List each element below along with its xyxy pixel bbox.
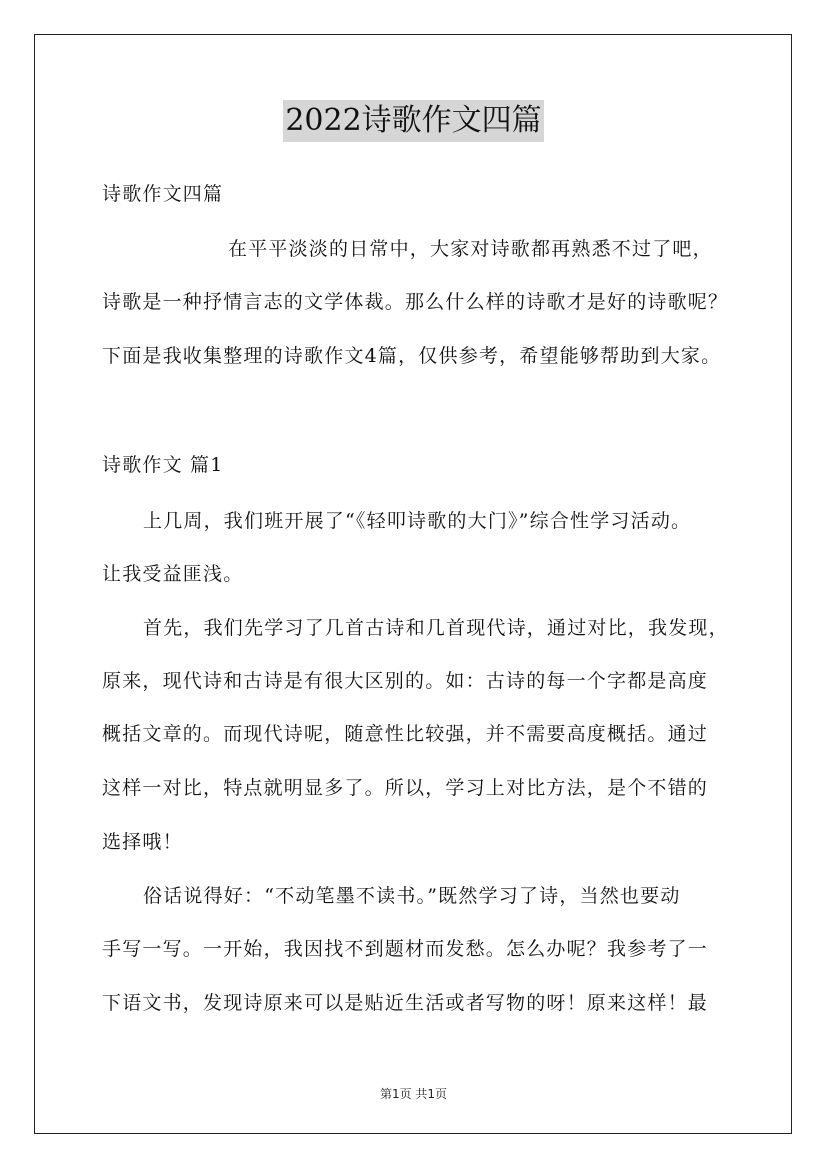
document-title: 2022诗歌作文四篇 bbox=[283, 100, 543, 142]
paragraph-line: 上几周，我们班开展了“《轻叩诗歌的大门》”综合性学习活动。 bbox=[143, 510, 692, 532]
paragraph-line: 这样一对比，特点就明显多了。所以，学习上对比方法，是个不错的 bbox=[102, 777, 709, 799]
paragraph-line: 下语文书，发现诗原来可以是贴近生活或者写物的呀！原来这样！最 bbox=[102, 992, 709, 1014]
paragraph-line: 俗话说得好：“不动笔墨不读书。”既然学习了诗，当然也要动 bbox=[143, 885, 681, 907]
section-heading: 诗歌作文 篇1 bbox=[102, 454, 224, 476]
paragraph-line: 首先，我们先学习了几首古诗和几首现代诗，通过对比，我发现， bbox=[143, 617, 729, 639]
subtitle-line: 诗歌作文四篇 bbox=[102, 183, 224, 205]
page-footer: 第1页 共1页 bbox=[379, 1087, 448, 1101]
paragraph-line: 诗歌是一种抒情言志的文学体裁。那么什么样的诗歌才是好的诗歌呢？ bbox=[102, 291, 729, 313]
paragraph-line: 概括文章的。而现代诗呢，随意性比较强，并不需要高度概括。通过 bbox=[102, 723, 709, 745]
paragraph-line: 下面是我收集整理的诗歌作文4篇，仅供参考，希望能够帮助到大家。 bbox=[102, 345, 722, 367]
paragraph-line: 让我受益匪浅。 bbox=[102, 563, 244, 585]
paragraph-line: 原来，现代诗和古诗是有很大区别的。如：古诗的每一个字都是高度 bbox=[102, 670, 709, 692]
paragraph-line: 选择哦！ bbox=[102, 831, 183, 853]
paragraph-line: 在平平淡淡的日常中，大家对诗歌都再熟悉不过了吧， bbox=[228, 238, 713, 260]
paragraph-line: 手写一写。一开始，我因找不到题材而发愁。怎么办呢？我参考了一 bbox=[102, 938, 709, 960]
title-container bbox=[0, 100, 827, 142]
